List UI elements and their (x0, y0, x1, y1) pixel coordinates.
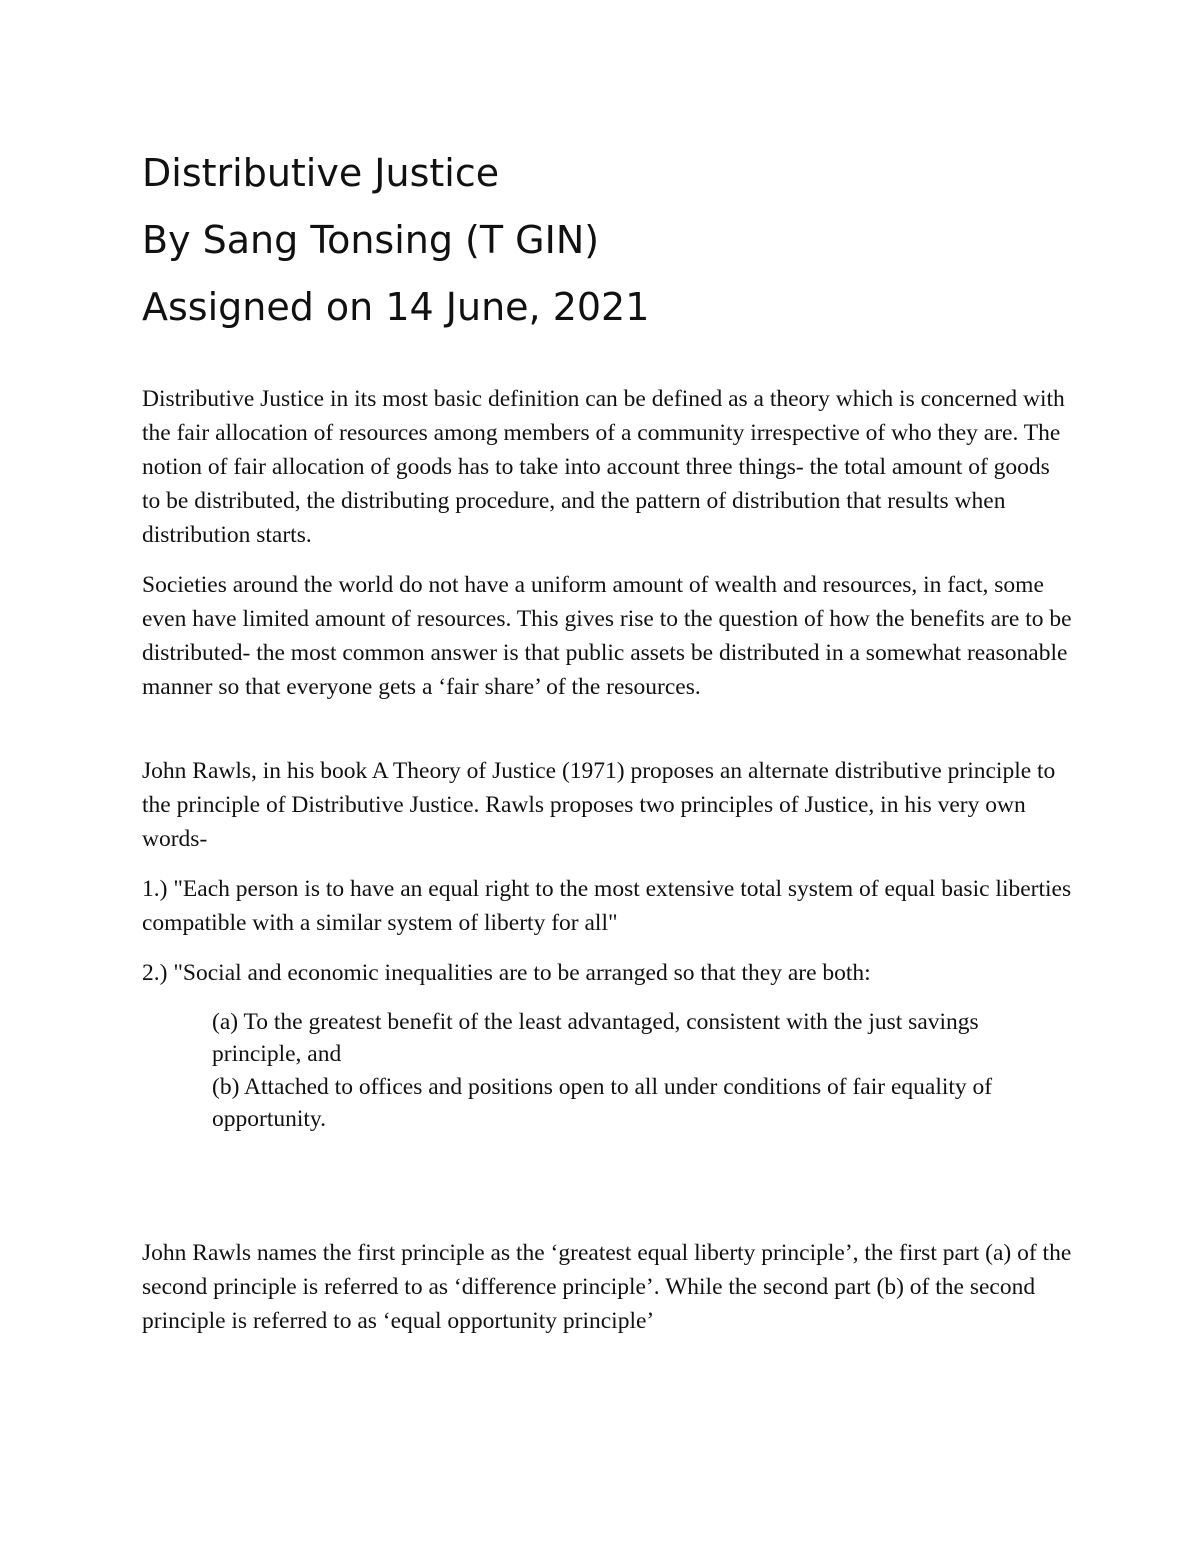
assigned-date-line: Assigned on 14 June, 2021 (142, 285, 650, 329)
paragraph-societies: Societies around the world do not have a uniform amount of wealth and resources, in fact, some even have limited amount of resources. This gives rise to the question of how the benefits are to be distributed- the most common answer is that public assets be distributed in a somewhat reasonable manner so that everyone gets a ‘fair share’ of the resources. (142, 572, 1072, 700)
principle-two-part-a: (a) To the greatest benefit of the least advantaged, consistent with the just savings principle, and (212, 1009, 979, 1067)
paragraph-definition: Distributive Justice in its most basic definition can be defined as a theory which is concerned with the fair allocation of resources among members of a community irrespective of who they are. The notion of fair allocation of goods has to take into account three things- the total amount of goods to be distributed, the distributing procedure, and the pattern of distribution that results when distribution starts. (142, 386, 1065, 548)
principle-two-part-b: (b) Attached to offices and positions open to all under conditions of fair equality of opportunity. (212, 1074, 993, 1132)
principle-two: 2.) "Social and economic inequalities are to be arranged so that they are both: (142, 960, 871, 986)
paragraph-rawls-intro: John Rawls, in his book A Theory of Justice (1971) proposes an alternate distributive principle to the principle of Distributive Justice. Rawls proposes two principles of Justice, in his very own words- (142, 758, 1056, 852)
paragraph-principle-names: John Rawls names the first principle as the ‘greatest equal liberty principle’, the first part (a) of the second principle is referred to as ‘difference principle’. While the second part (b) of the second principle is referred to as ‘equal opportunity principle’ (142, 1240, 1072, 1334)
document-header (142, 140, 1102, 341)
principle-one: 1.) "Each person is to have an equal right to the most extensive total system of equal basic liberties compatible with a similar system of liberty for all" (142, 876, 1072, 936)
author-line: By Sang Tonsing (T GIN) (142, 218, 600, 262)
document-title: Distributive Justice (142, 151, 500, 195)
